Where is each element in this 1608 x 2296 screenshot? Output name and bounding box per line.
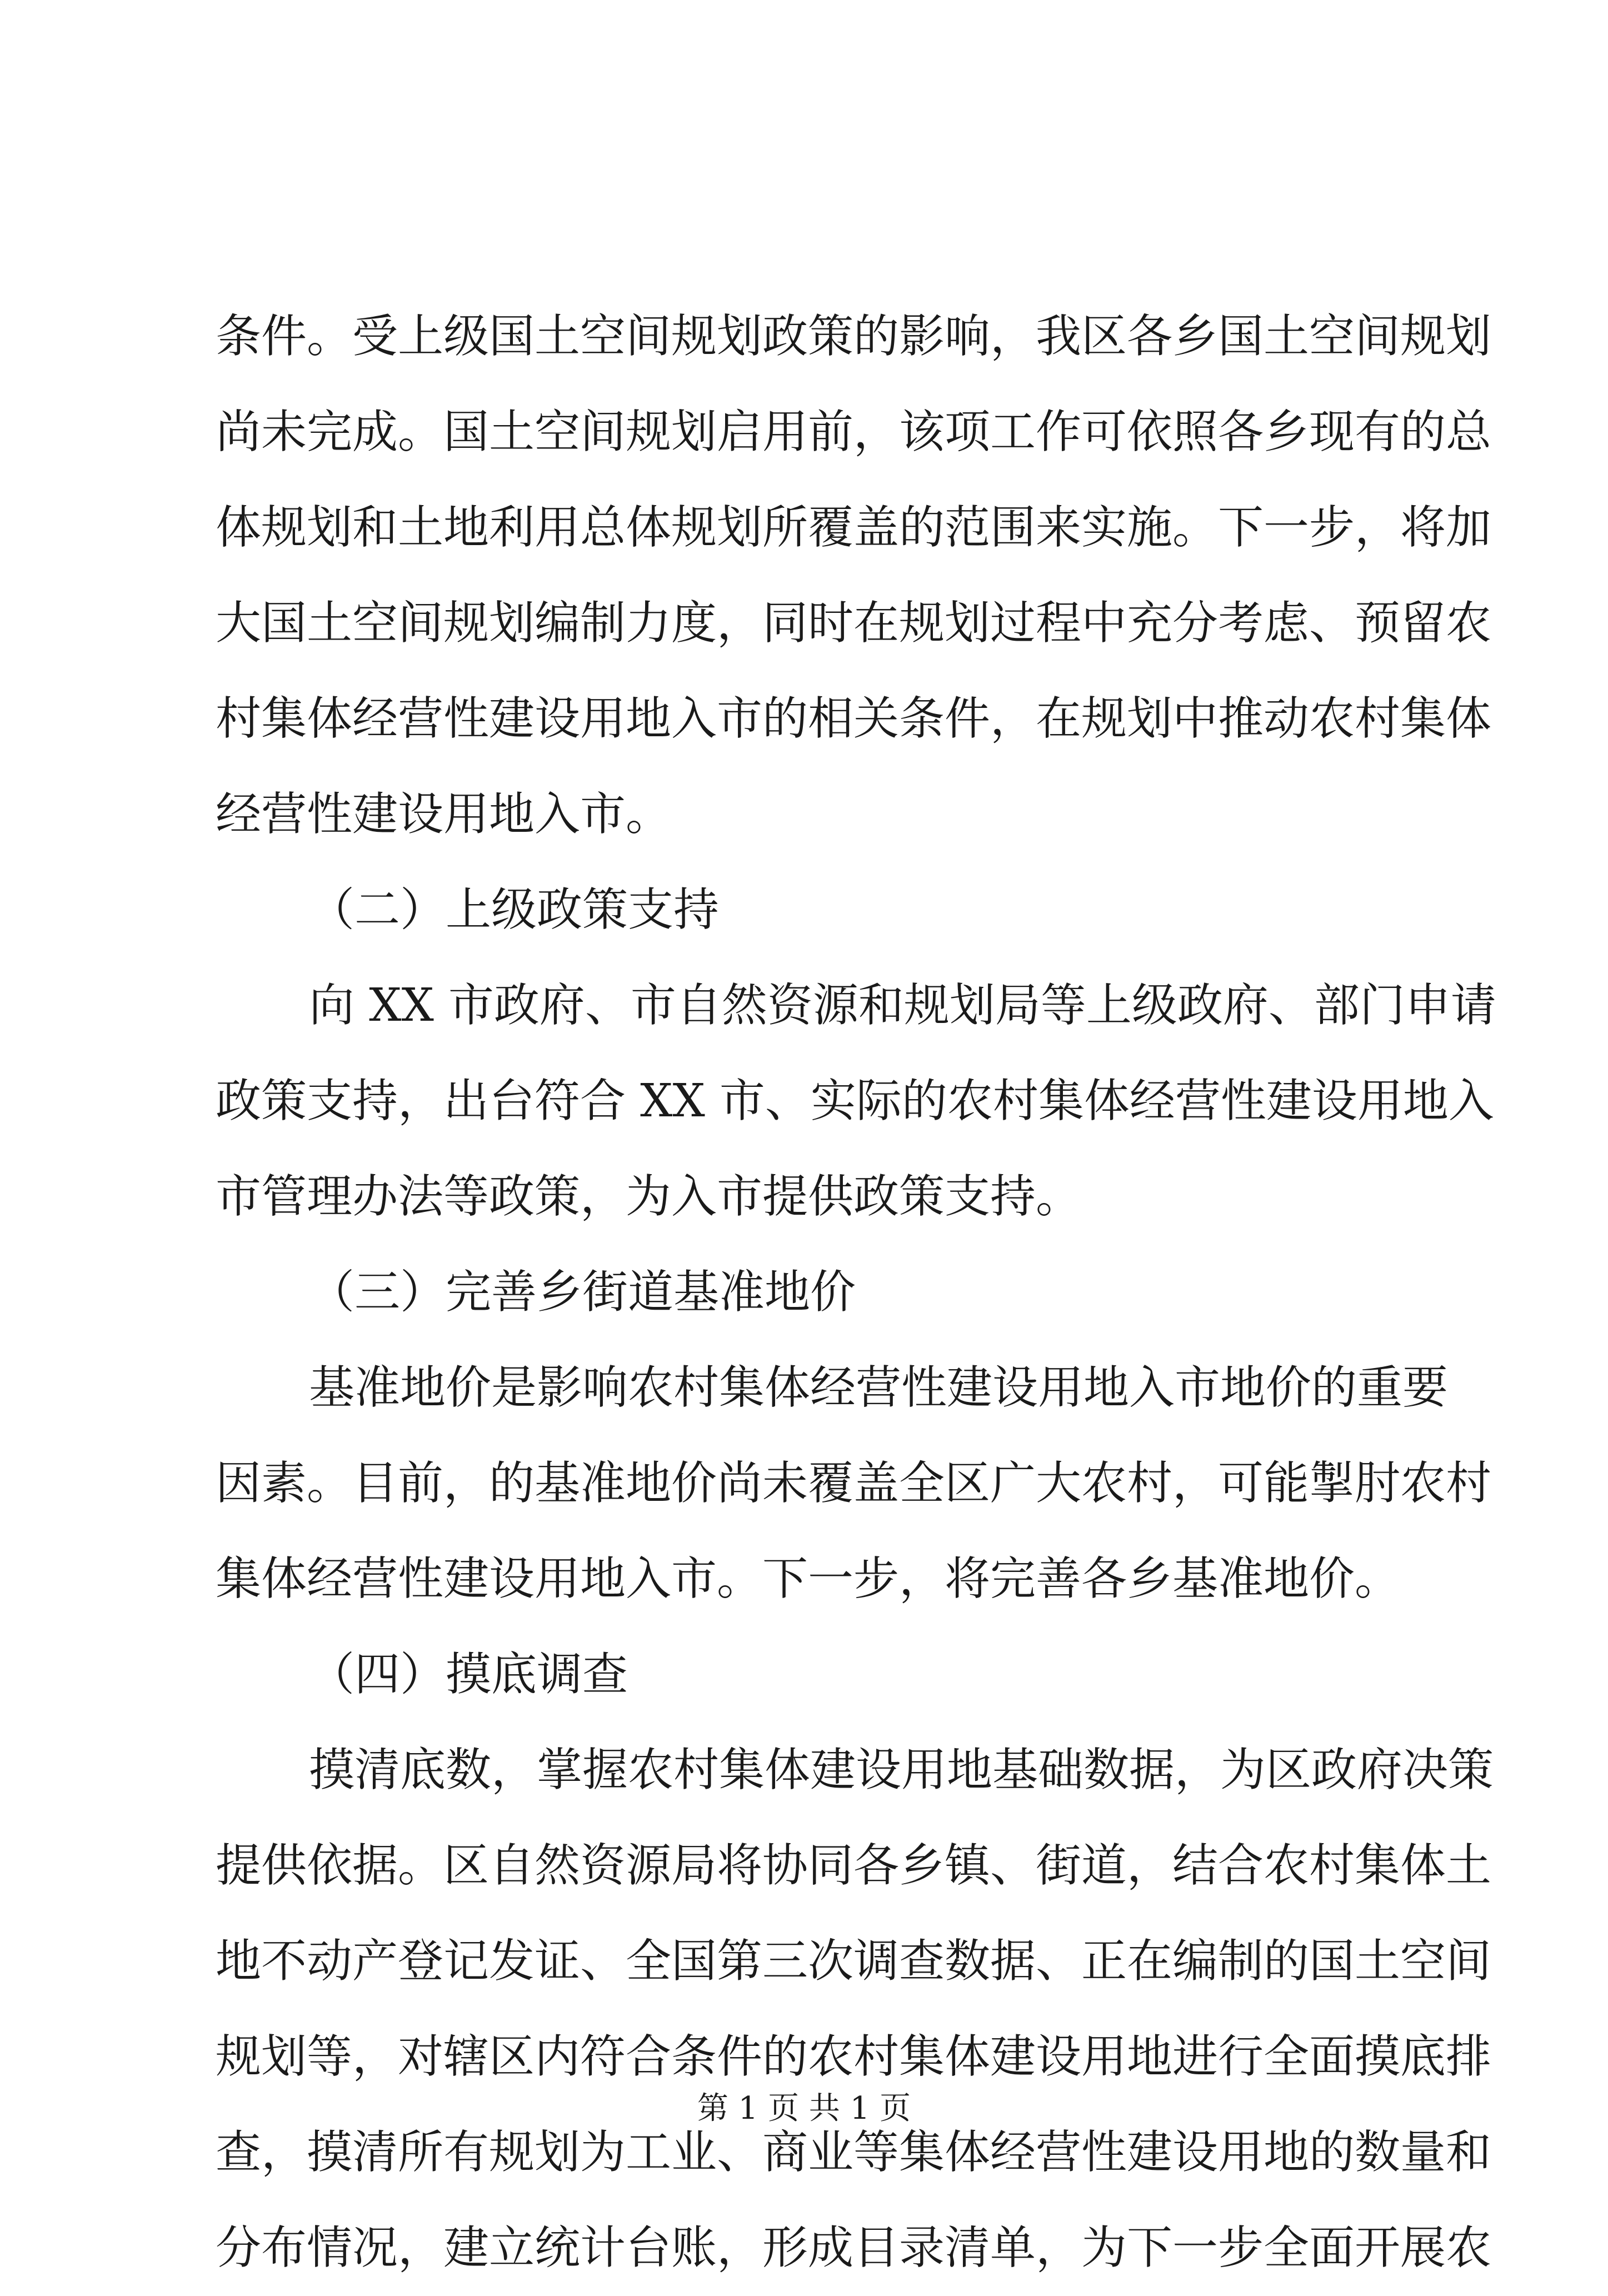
- document-body: [216, 289, 1496, 2296]
- body-line: 分布情况，建立统计台账，形成目录清单，为下一步全面开展农: [216, 2222, 1492, 2274]
- body-line: 基准地价是影响农村集体经营性建设用地入市地价的重要: [309, 1361, 1449, 1414]
- body-line: 条件。受上级国土空间规划政策的影响，我区各乡国土空间规划: [216, 310, 1492, 363]
- body-line: 向 XX 市政府、市自然资源和规划局等上级政府、部门申请: [309, 979, 1496, 1032]
- body-line: 政策支持，出台符合 XX 市、实际的农村集体经营性建设用地入: [216, 1075, 1494, 1127]
- section-heading: （三）完善乡街道基准地价: [309, 1266, 856, 1319]
- body-line: 地不动产登记发证、全国第三次调查数据、正在编制的国土空间: [216, 1935, 1492, 1988]
- section-heading: （二）上级政策支持: [309, 884, 720, 936]
- page-number-footer: 第 1 页 共 1 页: [697, 2090, 911, 2127]
- body-line: 摸清底数，掌握农村集体建设用地基础数据，为区政府决策: [309, 1744, 1494, 1796]
- body-line: 尚未完成。国土空间规划启用前，该项工作可依照各乡现有的总: [216, 406, 1492, 458]
- body-line: 提供依据。区自然资源局将协同各乡镇、街道，结合农村集体土: [216, 1839, 1492, 1892]
- body-line: 大国土空间规划编制力度，同时在规划过程中充分考虑、预留农: [216, 597, 1492, 650]
- body-line: 因素。目前，的基准地价尚未覆盖全区广大农村，可能掣肘农村: [216, 1457, 1492, 1510]
- body-line: 查，摸清所有规划为工业、商业等集体经营性建设用地的数量和: [216, 2126, 1492, 2179]
- body-line: 经营性建设用地入市。: [216, 788, 672, 841]
- section-heading: （四）摸底调查: [309, 1648, 628, 1701]
- body-line: 集体经营性建设用地入市。下一步，将完善各乡基准地价。: [216, 1553, 1401, 1605]
- body-line: 体规划和土地利用总体规划所覆盖的范围来实施。下一步，将加: [216, 501, 1492, 554]
- body-line: 市管理办法等政策，为入市提供政策支持。: [216, 1170, 1082, 1223]
- body-line: 规划等，对辖区内符合条件的农村集体建设用地进行全面摸底排: [216, 2030, 1492, 2083]
- body-line: 村集体经营性建设用地入市的相关条件，在规划中推动农村集体: [216, 692, 1492, 745]
